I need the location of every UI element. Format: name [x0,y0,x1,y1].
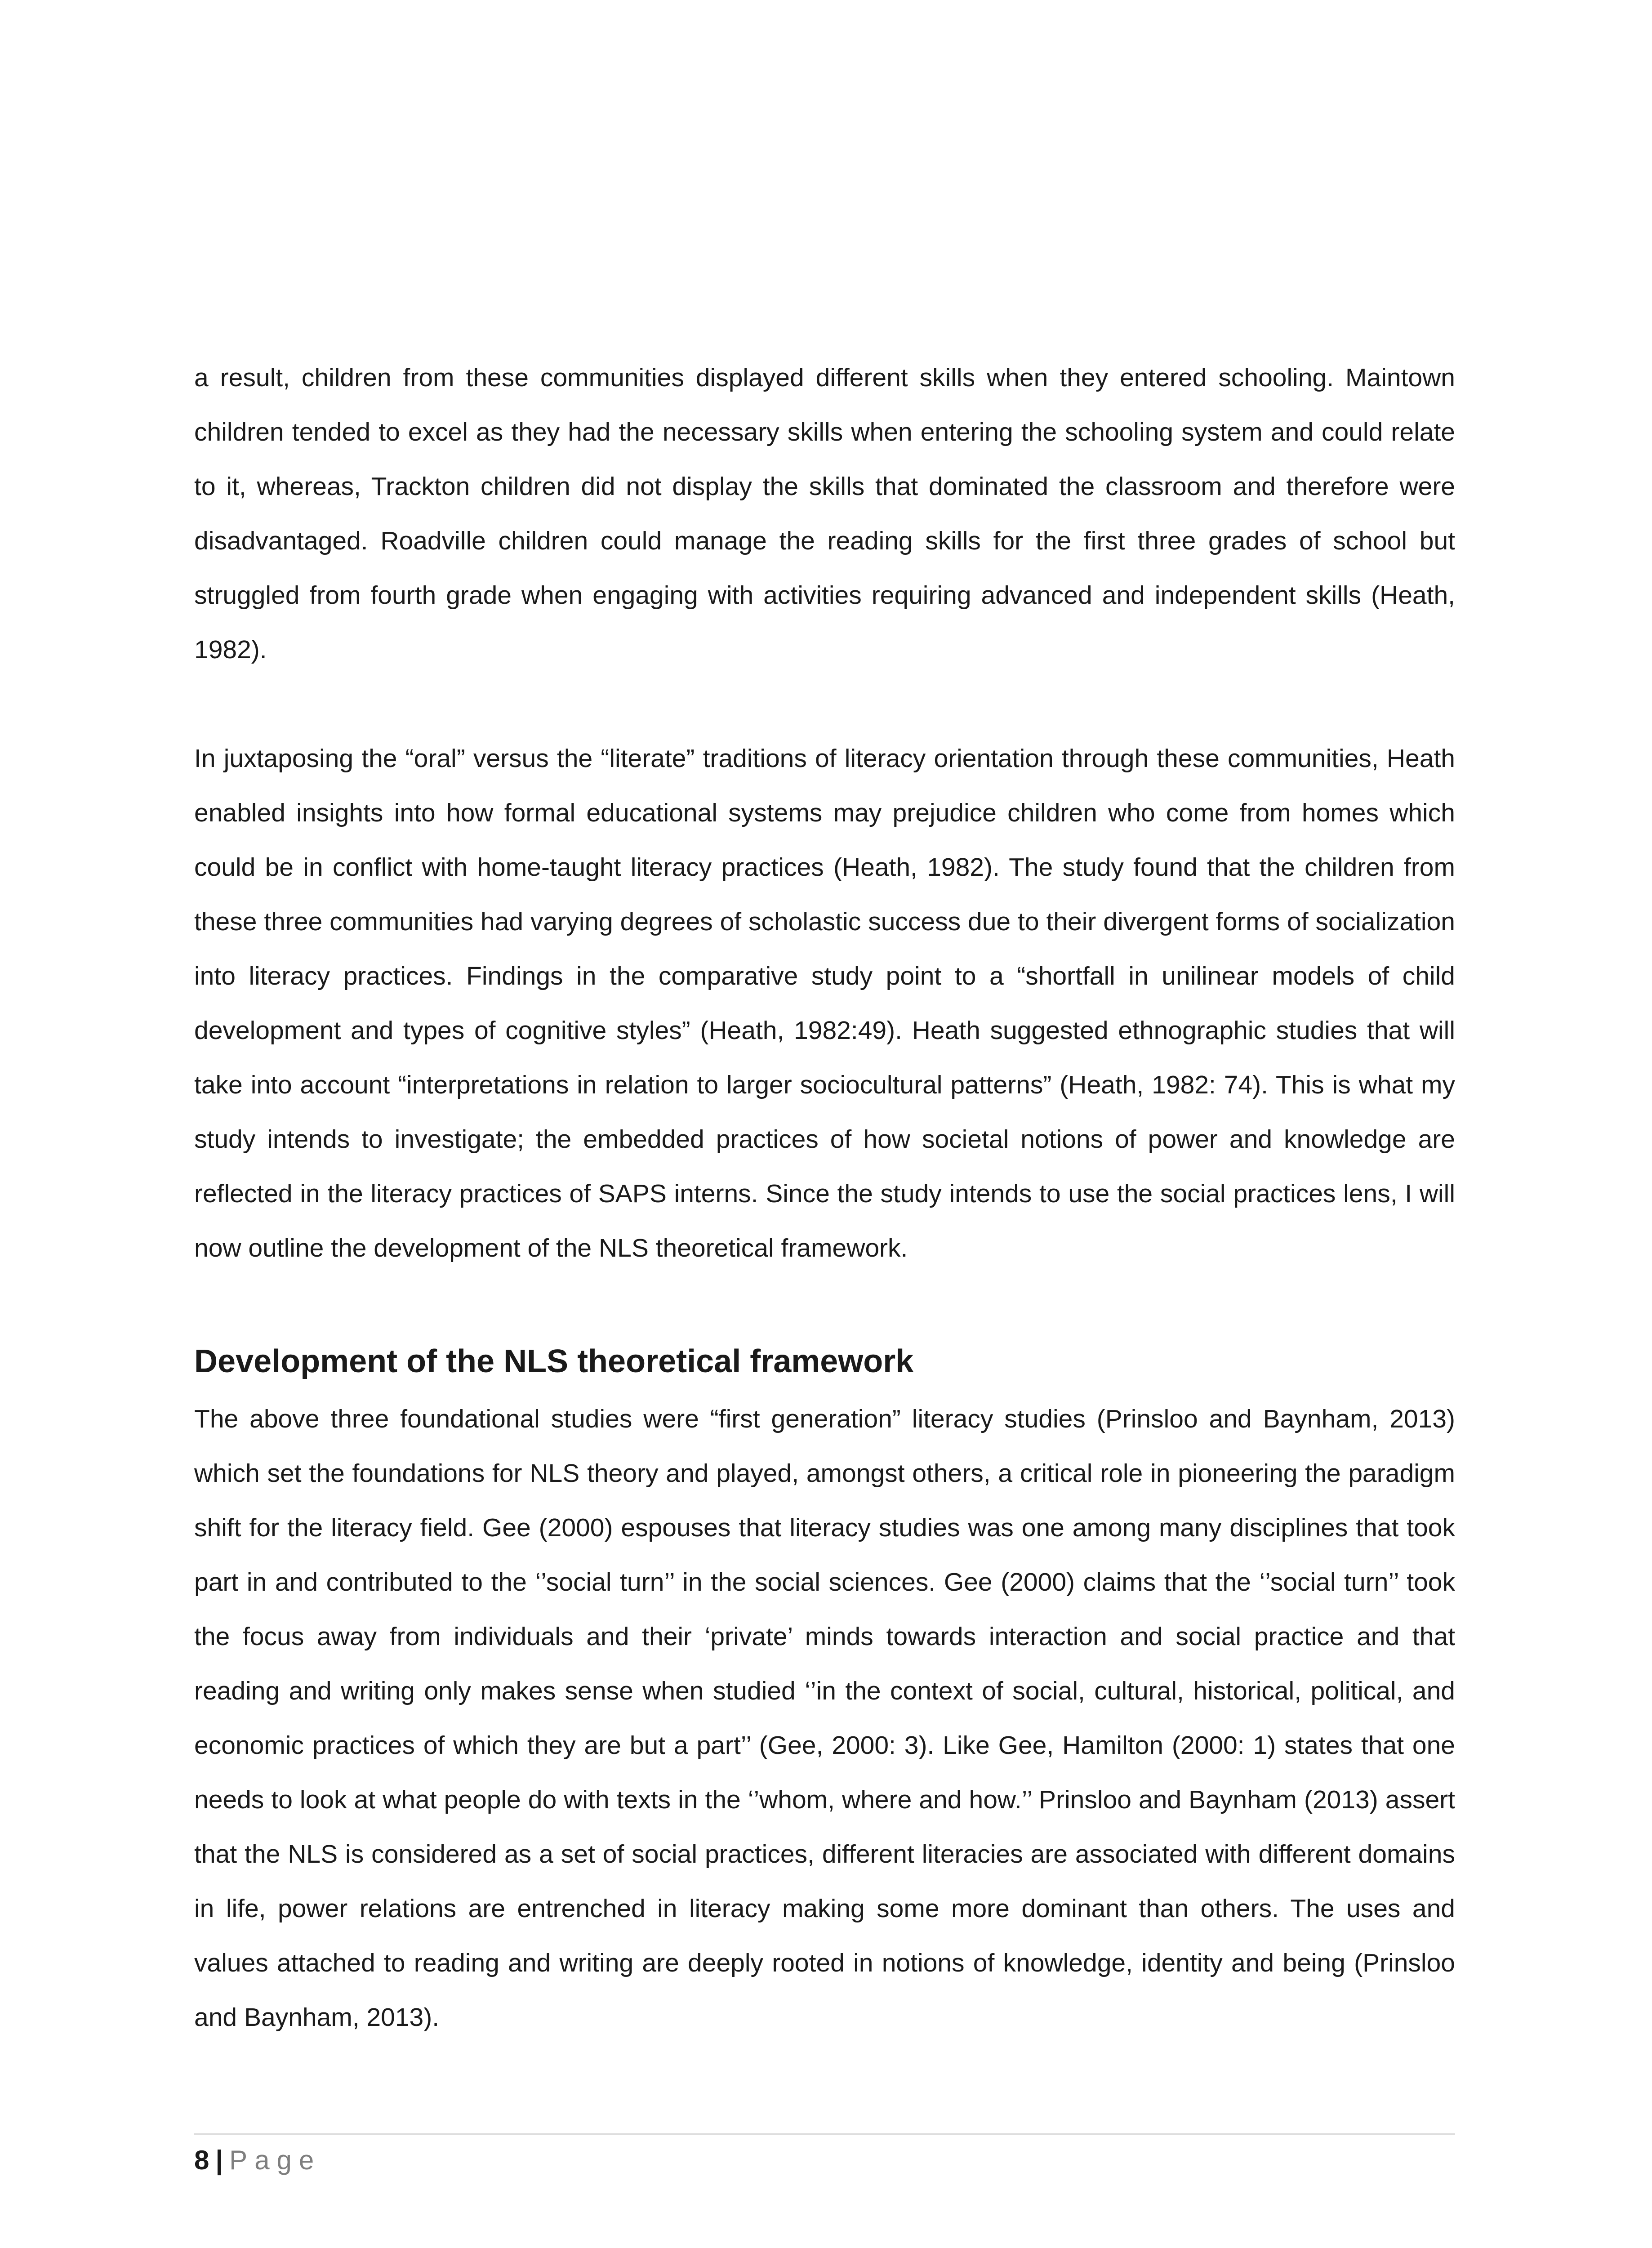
page-label: Page [229,2145,321,2175]
footer-separator: | [215,2145,223,2175]
footer-divider [194,2133,1455,2135]
section-heading: Development of the NLS theoretical framework [194,1343,914,1379]
paragraph-spacer [194,677,1455,731]
paragraph-nls-development: The above three foundational studies were “first generation” literacy studies (Prinsloo and Baynham, 2013) which set the foundations for NLS theory and played, amongst others, a critical role in pioneering the paradigm shift for the literacy field. Gee (2000) espouses that literacy studies was one among many disciplines that took part in and contributed to the ‘’social turn’’ in the social sciences. Gee (2000) claims that the ‘’social turn’’ took the focus away from individuals and their ‘private’ minds towards interaction and social practice and that reading and writing only makes sense when studied ‘’in the context of social, cultural, historical, political, and economic practices of which they are but a part’’ (Gee, 2000: 3). Like Gee, Hamilton (2000: 1) states that one needs to look at what people do with texts in the ‘’whom, where and how.’’ Prinsloo and Baynham (2013) assert that the NLS is considered as a set of social practices, different literacies are associated with different domains in life, power relations are entrenched in literacy making some more dominant than others. The uses and values attached to reading and writing are deeply rooted in notions of knowledge, identity and being (Prinsloo and Baynham, 2013). [194,1405,1455,2032]
paragraph-heath-juxtaposing: In juxtaposing the “oral” versus the “literate” traditions of literacy orientation through these communities, Heath enabled insights into how formal educational systems may prejudice children who come from homes which could be in conflict with home-taught literacy practices (Heath, 1982). The study found that the children from these three communities had varying degrees of scholastic success due to their divergent forms of socialization into literacy practices. Findings in the comparative study point to a “shortfall in unilinear models of child development and types of cognitive styles” (Heath, 1982:49). Heath suggested ethnographic studies that will take into account “interpretations in relation to larger sociocultural patterns” (Heath, 1982: 74). This is what my study intends to investigate; the embedded practices of how societal notions of power and knowledge are reflected in the literacy practices of SAPS interns. Since the study intends to use the social practices lens, I will now outline the development of the NLS theoretical framework. [194,744,1455,1262]
paragraph-heath-results: a result, children from these communities displayed different skills when they entered schooling. Maintown children tended to excel as they had the necessary skills when entering the schooling system and could relate to it, whereas, Trackton children did not display the skills that dominated the classroom and therefore were disadvantaged. Roadville children could manage the reading skills for the first three grades of school but struggled from fourth grade when engaging with activities requiring advanced and independent skills (Heath, 1982). [194,363,1455,664]
document-page [194,351,1455,2045]
page-number: 8 [194,2145,209,2175]
page-footer [194,2133,1455,2176]
paragraph-spacer [194,1276,1455,1330]
footer-page-indicator [194,2145,1455,2176]
